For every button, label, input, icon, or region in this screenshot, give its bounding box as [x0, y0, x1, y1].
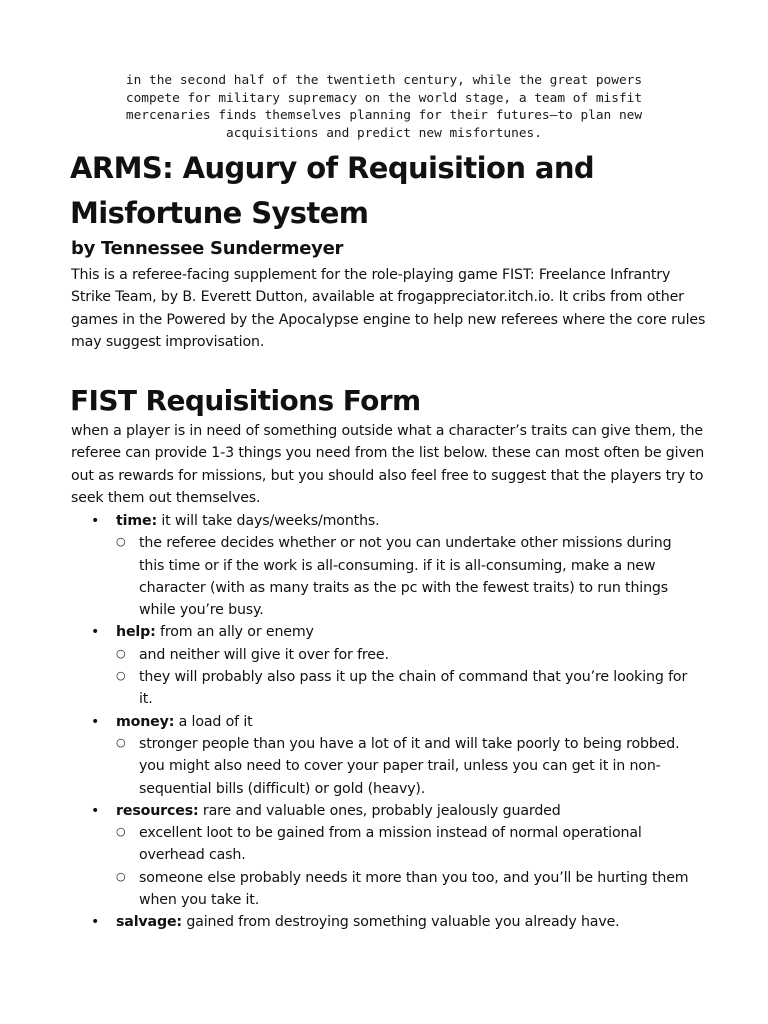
hollow-bullet-icon: ○	[116, 646, 126, 660]
list-item	[0, 911, 696, 933]
list-item-description: rare and valuable ones, probably jealously guarded	[198, 802, 561, 819]
bullet-icon: •	[91, 802, 100, 819]
sub-list-item-text: someone else probably needs it more than you too, and you’ll be hurting them when you take it.	[139, 869, 689, 909]
hollow-bullet-icon: ○	[116, 825, 126, 839]
bullet-icon: •	[91, 914, 100, 931]
document-title: ARMS: Augury of Requisition and Misfortune System	[70, 151, 595, 230]
epigraph: in the second half of the twentieth century, while the great powers compete for military supremacy on the world stage, a team of misfit mercenaries finds themselves planning for their futures—to plan new acquisitions and predict new misfortunes.	[125, 73, 643, 141]
intro-paragraph: This is a referee-facing supplement for the role-playing game FIST: Freelance Infrantry Strike Team, by B. Everett Dutton, available at frogappreciator.itch.io. It cribs from other games in the Powered by the Apocalypse engine to help new referees where the core rules may suggest improvisation.	[71, 267, 706, 350]
sub-list	[116, 733, 696, 800]
bullet-icon: •	[91, 624, 100, 641]
sub-list-item	[116, 733, 699, 800]
bullet-icon: •	[91, 713, 100, 730]
list-item	[0, 800, 696, 911]
sub-list-item-text: and neither will give it over for free.	[139, 646, 389, 663]
sub-list	[116, 822, 696, 911]
section-paragraph: when a player is in need of something outside what a character’s traits can give them, the referee can provide 1-3 things you need from the list below. these can most often be given out as rewards for missions, but you should also feel free to suggest that the players try to seek them out themselves.	[71, 423, 705, 506]
sub-list-item	[116, 822, 699, 867]
list-item-description: a load of it	[174, 713, 253, 730]
bullet-icon: •	[91, 513, 100, 529]
list-item-term: resources:	[116, 802, 199, 819]
hollow-bullet-icon: ○	[116, 535, 126, 549]
list-item-description: gained from destroying something valuable you already have.	[181, 914, 620, 931]
section-heading: FIST Requisitions Form	[70, 384, 421, 417]
list-item-term: time:	[116, 513, 157, 529]
list-item	[0, 711, 696, 800]
sub-list-item-text: they will probably also pass it up the chain of command that you’re looking for it.	[139, 669, 688, 708]
sub-list-item	[116, 666, 699, 711]
list-item	[0, 510, 696, 621]
hollow-bullet-icon: ○	[116, 869, 126, 883]
list-item-description: from an ally or enemy	[155, 624, 314, 641]
sub-list-item	[116, 644, 699, 666]
hollow-bullet-icon: ○	[116, 669, 126, 683]
sub-list	[116, 532, 696, 621]
sub-list-item-text: the referee decides whether or not you can undertake other missions during this time or if the work is all-consuming. if it is all-consuming, make a new character (with as many traits as the pc with the fewest traits) to run things while you’re busy.	[139, 535, 672, 619]
sub-list-item-text: excellent loot to be gained from a mission instead of normal operational overhead cash.	[139, 825, 642, 864]
sub-list	[116, 644, 696, 711]
list-item-description: it will take days/weeks/months.	[156, 513, 380, 529]
list-item-term: salvage:	[116, 914, 182, 931]
list-item-term: help:	[116, 624, 156, 641]
author-byline: by Tennessee Sundermeyer	[71, 238, 344, 259]
sub-list-item-text: stronger people than you have a lot of it and will take poorly to being robbed. you might also need to cover your paper trail, unless you can get it in non-sequential bills (difficult) or gold (heavy).	[139, 735, 680, 797]
hollow-bullet-icon: ○	[116, 735, 126, 749]
sub-list-item	[116, 867, 699, 912]
sub-list-item	[116, 532, 699, 621]
list-item	[0, 621, 696, 710]
list-item-term: money:	[116, 713, 175, 730]
requisitions-list	[0, 510, 768, 934]
